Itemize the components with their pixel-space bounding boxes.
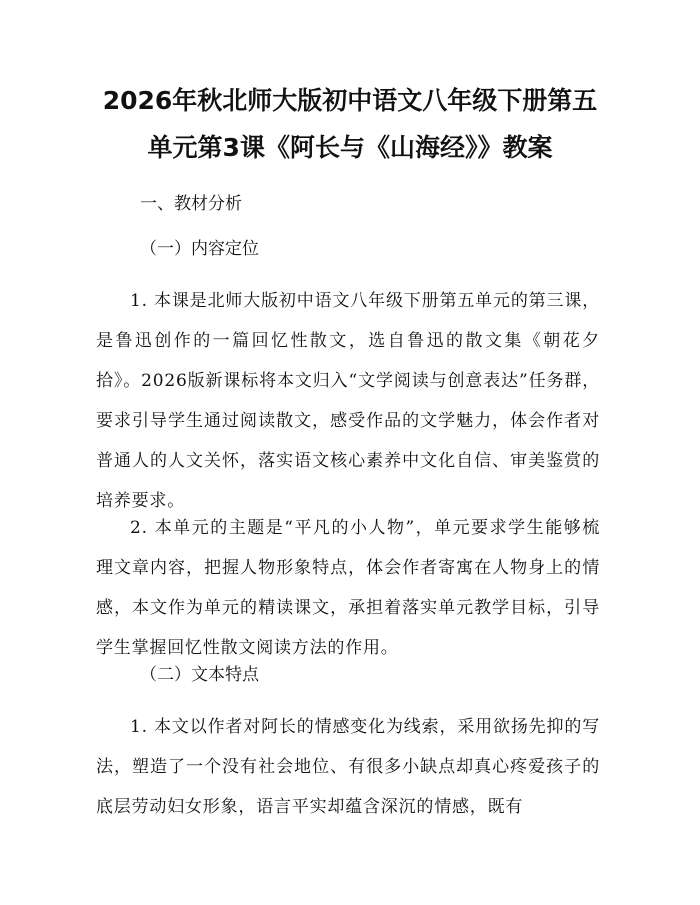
paragraph-3: 1. 本文以作者对阿长的情感变化为线索，采用欲扬先抑的写法，塑造了一个没有社会地位、有很多小缺点却真心疼爱孩子的底层劳动妇女形象，语言平实却蕴含深沉的情感，既有: [96, 717, 600, 817]
paragraph-2: 2. 本单元的主题是“平凡的小人物”，单元要求学生能够梳理文章内容，把握人物形象特点，体会作者寄寓在人物身上的情感，本文作为单元的精读课文，承担着落实单元教学目标，引导学生掌握回忆性散文阅读方法的作用。: [96, 518, 600, 658]
subsection-heading-content-positioning: （一）内容定位: [140, 239, 259, 259]
section-heading-textbook-analysis: 一、教材分析: [140, 194, 242, 214]
subsection-heading-text-features: （二）文本特点: [140, 665, 259, 685]
document-title-line-1: 2026年秋北师大版初中语文八年级下册第五: [102, 86, 598, 115]
paragraph-1: 1. 本课是北师大版初中语文八年级下册第五单元的第三课，是鲁迅创作的一篇回忆性散文，选自鲁迅的散文集《朝花夕拾》。2026版新课标将本文归入“文学阅读与创意表达”任务群，要求引导学生通过阅读散文，感受作品的文学魅力，体会作者对普通人的人文关怀，落实语文核心素养中文化自信、审美鉴赏的培养要求。: [96, 291, 600, 511]
document-title-line-2: 单元第3课《阿长与《山海经》》教案: [147, 133, 553, 162]
